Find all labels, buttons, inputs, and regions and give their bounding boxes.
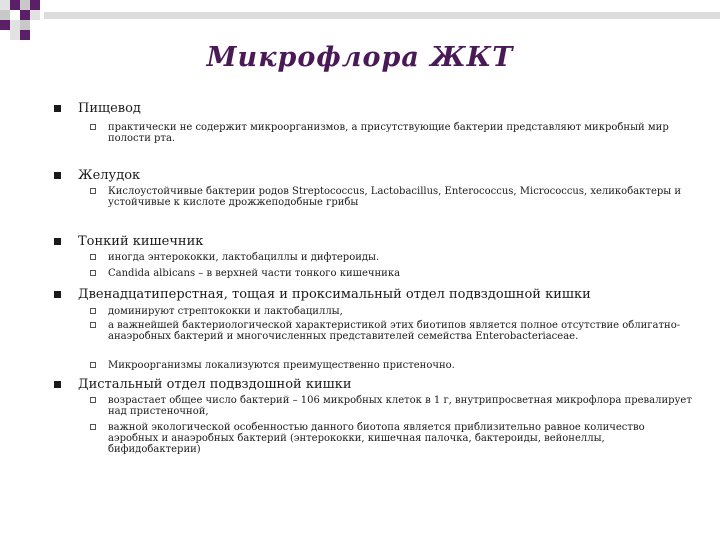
hollow-square-bullet-icon: [90, 397, 96, 403]
hollow-square-bullet-icon: [90, 362, 96, 368]
hollow-square-bullet-icon: [90, 188, 96, 194]
deco-square: [30, 10, 40, 20]
decorative-header: [0, 0, 720, 40]
hollow-square-bullet-icon: [90, 254, 96, 260]
square-bullet-icon: [54, 291, 61, 298]
deco-square: [10, 30, 20, 40]
square-bullet-icon: [54, 381, 61, 388]
slide-title: Микрофлора ЖКТ: [206, 42, 514, 73]
hollow-square-bullet-icon: [90, 270, 96, 276]
deco-square: [0, 20, 10, 30]
hollow-square-bullet-icon: [90, 322, 96, 328]
deco-square: [0, 10, 10, 20]
square-bullet-icon: [54, 105, 61, 112]
hollow-square-bullet-icon: [90, 308, 96, 314]
deco-square: [20, 10, 30, 20]
square-bullet-icon: [54, 238, 61, 245]
square-bullet-icon: [54, 172, 61, 179]
deco-square: [20, 30, 30, 40]
deco-square: [20, 0, 30, 10]
deco-square: [10, 0, 20, 10]
deco-square: [20, 20, 30, 30]
hollow-square-bullet-icon: [90, 124, 96, 130]
deco-square: [30, 0, 40, 10]
deco-square: [10, 20, 20, 30]
deco-top-bar: [44, 12, 720, 19]
deco-square: [0, 0, 10, 10]
hollow-square-bullet-icon: [90, 424, 96, 430]
